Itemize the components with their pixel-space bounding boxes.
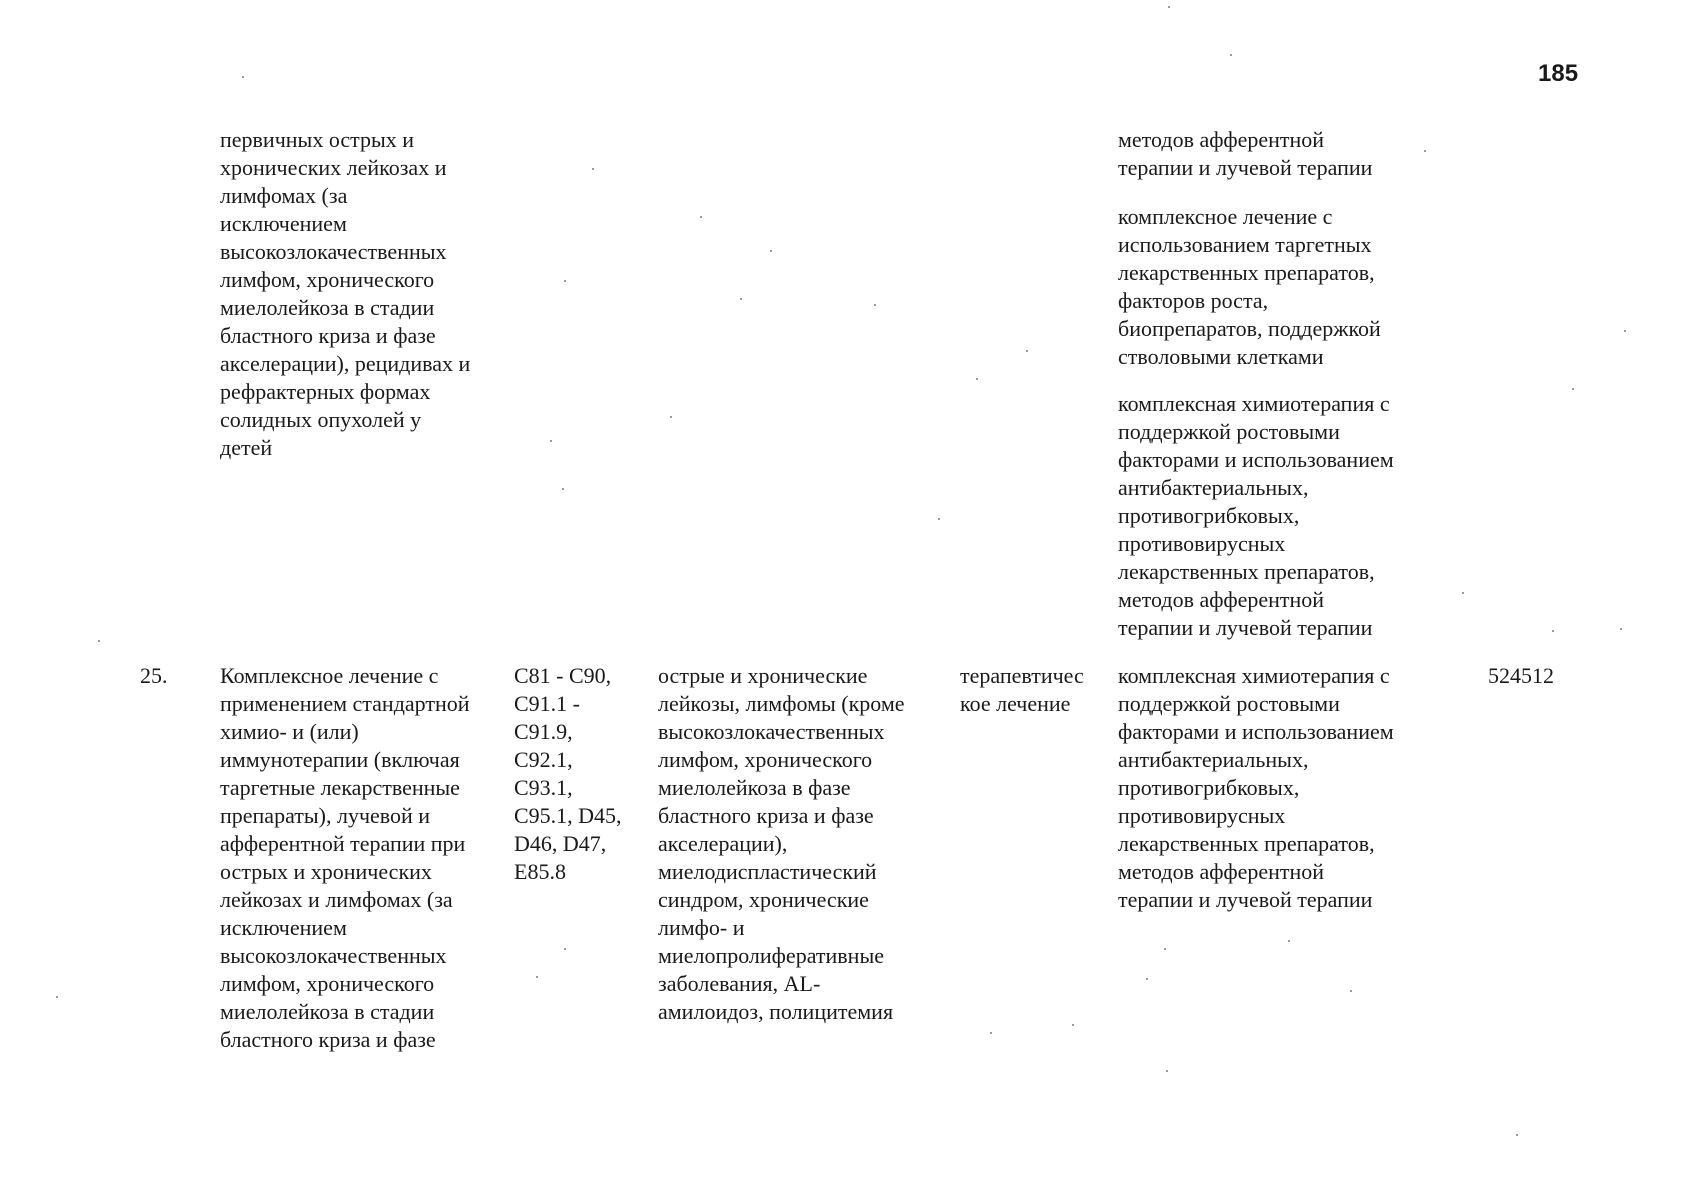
text-line: лимфом, хронического bbox=[220, 971, 435, 996]
text-line: лимфомах (за bbox=[220, 183, 348, 208]
text-line: препараты), лучевой и bbox=[220, 803, 431, 828]
text-line: миелопролиферативные bbox=[658, 943, 884, 968]
text-line: миелолейкоза в стадии bbox=[220, 295, 435, 320]
speck bbox=[770, 250, 772, 252]
speck bbox=[1072, 1024, 1074, 1026]
text-line: методов афферентной bbox=[1118, 127, 1325, 152]
text-line: миелолейкоза в стадии bbox=[220, 999, 435, 1024]
continuation-method-1 bbox=[1118, 126, 1372, 182]
speck bbox=[1624, 330, 1626, 332]
speck bbox=[1620, 628, 1622, 630]
speck bbox=[592, 168, 594, 170]
speck bbox=[242, 76, 244, 78]
text-line: факторами и использованием bbox=[1118, 719, 1394, 744]
continuation-method-3 bbox=[1118, 390, 1394, 642]
speck bbox=[1462, 592, 1464, 594]
row-method bbox=[1118, 662, 1394, 914]
speck bbox=[1146, 978, 1148, 980]
text-line: терапии и лучевой терапии bbox=[1118, 155, 1373, 180]
text-line: C93.1, bbox=[514, 775, 573, 800]
text-line: C92.1, bbox=[514, 747, 573, 772]
text-line: исключением bbox=[220, 915, 347, 940]
text-line: антибактериальных, bbox=[1118, 475, 1309, 500]
speck bbox=[874, 304, 876, 306]
text-line: терапевтичес bbox=[960, 663, 1084, 688]
text-line: солидных опухолей у bbox=[220, 407, 422, 432]
speck bbox=[1552, 630, 1554, 632]
text-line: лейкозы, лимфомы (кроме bbox=[658, 691, 905, 716]
text-line: противовирусных bbox=[1118, 531, 1286, 556]
speck bbox=[1516, 1134, 1518, 1136]
text-line: бластного криза и фазе bbox=[658, 803, 874, 828]
text-line: C95.1, D45, bbox=[514, 803, 622, 828]
speck bbox=[98, 640, 100, 642]
row-name bbox=[220, 662, 470, 1054]
text-line: акселерации), bbox=[658, 831, 788, 856]
text-line: C91.9, bbox=[514, 719, 573, 744]
text-line: миелолейкоза в фазе bbox=[658, 775, 851, 800]
text-line: антибактериальных, bbox=[1118, 747, 1309, 772]
text-line: комплексная химиотерапия с bbox=[1118, 391, 1390, 416]
text-line: стволовыми клетками bbox=[1118, 344, 1324, 369]
row-codes bbox=[514, 662, 622, 886]
text-line: синдром, хронические bbox=[658, 887, 869, 912]
text-line: методов афферентной bbox=[1118, 859, 1325, 884]
speck bbox=[1168, 6, 1170, 8]
text-line: заболевания, AL- bbox=[658, 971, 821, 996]
text-line: противовирусных bbox=[1118, 803, 1286, 828]
text-line: E85.8 bbox=[514, 859, 566, 884]
speck bbox=[1424, 150, 1426, 152]
speck bbox=[536, 976, 538, 978]
text-line: поддержкой ростовыми bbox=[1118, 419, 1340, 444]
text-line: факторов роста, bbox=[1118, 288, 1269, 313]
text-line: D46, D47, bbox=[514, 831, 607, 856]
text-line: высокозлокачественных bbox=[658, 719, 885, 744]
text-line: амилоидоз, полицитемия bbox=[658, 999, 894, 1024]
page-number: 185 bbox=[1538, 60, 1579, 87]
text-line: детей bbox=[220, 435, 273, 460]
row-treatment-type bbox=[960, 662, 1084, 718]
text-line: терапии и лучевой терапии bbox=[1118, 887, 1373, 912]
text-line: высокозлокачественных bbox=[220, 239, 447, 264]
speck bbox=[938, 518, 940, 520]
speck bbox=[564, 948, 566, 950]
speck bbox=[1164, 948, 1166, 950]
text-line: C81 - C90, bbox=[514, 663, 612, 688]
text-line: использованием таргетных bbox=[1118, 232, 1372, 257]
text-line: комплексная химиотерапия с bbox=[1118, 663, 1390, 688]
text-line: лекарственных препаратов, bbox=[1118, 260, 1375, 285]
speck bbox=[670, 416, 672, 418]
speck bbox=[1572, 388, 1574, 390]
text-line: первичных острых и bbox=[220, 127, 415, 152]
continuation-indication bbox=[220, 126, 470, 462]
text-line: химио- и (или) bbox=[220, 719, 359, 744]
text-line: терапии и лучевой терапии bbox=[1118, 615, 1373, 640]
text-line: биопрепаратов, поддержкой bbox=[1118, 316, 1381, 341]
speck bbox=[1350, 990, 1352, 992]
text-line: исключением bbox=[220, 211, 347, 236]
text-line: афферентной терапии при bbox=[220, 831, 466, 856]
speck bbox=[564, 280, 566, 282]
speck bbox=[990, 1032, 992, 1034]
speck bbox=[550, 440, 552, 442]
speck bbox=[562, 488, 564, 490]
text-line: лекарственных препаратов, bbox=[1118, 831, 1375, 856]
row-number: 25. bbox=[140, 663, 168, 688]
text-line: комплексное лечение с bbox=[1118, 204, 1333, 229]
speck bbox=[1230, 54, 1232, 56]
text-line: поддержкой ростовыми bbox=[1118, 691, 1340, 716]
speck bbox=[1026, 350, 1028, 352]
speck bbox=[56, 996, 58, 998]
text-line: таргетные лекарственные bbox=[220, 775, 460, 800]
text-line: хронических лейкозах и bbox=[220, 155, 447, 180]
row-diagnosis bbox=[658, 662, 905, 1026]
text-line: Комплексное лечение с bbox=[220, 663, 439, 688]
speck bbox=[700, 216, 702, 218]
speck bbox=[1288, 940, 1290, 942]
text-line: противогрибковых, bbox=[1118, 775, 1300, 800]
text-line: методов афферентной bbox=[1118, 587, 1325, 612]
speck bbox=[1166, 1070, 1168, 1072]
text-line: лимфом, хронического bbox=[658, 747, 873, 772]
text-line: рефрактерных формах bbox=[220, 379, 431, 404]
text-line: лейкозах и лимфомах (за bbox=[220, 887, 453, 912]
text-line: острые и хронические bbox=[658, 663, 868, 688]
text-line: C91.1 - bbox=[514, 691, 580, 716]
text-line: бластного криза и фазе bbox=[220, 1027, 436, 1052]
speck bbox=[976, 378, 978, 380]
speck bbox=[740, 298, 742, 300]
text-line: лимфо- и bbox=[658, 915, 745, 940]
text-line: высокозлокачественных bbox=[220, 943, 447, 968]
text-line: применением стандартной bbox=[220, 691, 470, 716]
text-line: острых и хронических bbox=[220, 859, 432, 884]
text-line: акселерации), рецидивах и bbox=[220, 351, 471, 376]
text-line: лимфом, хронического bbox=[220, 267, 435, 292]
text-line: факторами и использованием bbox=[1118, 447, 1394, 472]
text-line: кое лечение bbox=[960, 691, 1071, 716]
text-line: противогрибковых, bbox=[1118, 503, 1300, 528]
text-line: иммунотерапии (включая bbox=[220, 747, 460, 772]
text-line: лекарственных препаратов, bbox=[1118, 559, 1375, 584]
row-cost: 524512 bbox=[1488, 663, 1554, 688]
text-line: бластного криза и фазе bbox=[220, 323, 436, 348]
continuation-method-2 bbox=[1118, 203, 1381, 371]
text-line: миелодиспластический bbox=[658, 859, 877, 884]
